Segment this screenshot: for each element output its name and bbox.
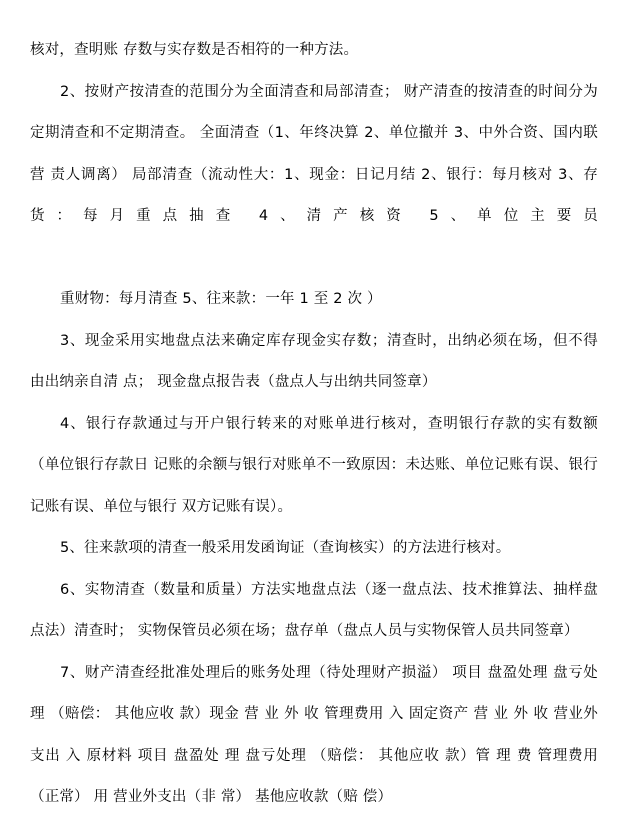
paragraph-item-7: 7、财产清查经批准处理后的账务处理（待处理财产损溢） 项目 盘盈处理 盘亏处理 （赔偿： 其他应收 款）现金 营 业 外 收 管理费用 入 固定资产 营 业 外 收 营业外支出 入 原材料 项目 盘盈处 理 盘亏处理 （赔偿： 其他应收 款）管 理 费 管理费用 （正常） 用 营业外支出（非 常） 基他应收款（赔 偿） xyxy=(30,664,603,805)
paragraph-item-5: 5、往来款项的清查一般采用发函询证（查询核实）的方法进行核对。 xyxy=(60,540,511,556)
paragraph-item-2-continued: 重财物：每月清查 5、往来款：一年 1 至 2 次 ） xyxy=(60,291,382,307)
paragraph-item-2: 2、按财产按清查的范围分为全面清查和局部清查； 财产清查的按清查的时间分为定期清查和不定期清查。 全面清查（1、年终决算 2、单位撤并 3、中外合资、国内联营 责人调离） 局部清查（流动性大：1、现金：日记月结 2、银行：每月核对 3、存货：每月重点抽查 4、清产核资 5、单位主要员 xyxy=(30,83,598,224)
document-text-body xyxy=(30,30,603,817)
paragraph-item-3: 3、现金采用实地盘点法来确定库存现金实存数；清查时，出纳必须在场，但不得由出纳亲自清 点； 现金盘点报告表（盘点人与出纳共同签章） xyxy=(30,332,598,390)
paragraph-item-4: 4、银行存款通过与开户银行转来的对账单进行核对，查明银行存款的实有数额（单位银行存款日 记账的余额与银行对账单不一致原因：未达账、单位记账有误、银行记账有误、单位与银行 双方记账有误）。 xyxy=(30,415,598,515)
paragraph-continuation: 核对，查明账 存数与实存数是否相符的一种方法。 xyxy=(30,42,359,58)
paragraph-item-6: 6、实物清查（数量和质量）方法实地盘点法（逐一盘点法、技术推算法、抽样盘点法）清查时； 实物保管员必须在场；盘存单（盘点人员与实物保管人员共同签章） xyxy=(30,581,598,639)
